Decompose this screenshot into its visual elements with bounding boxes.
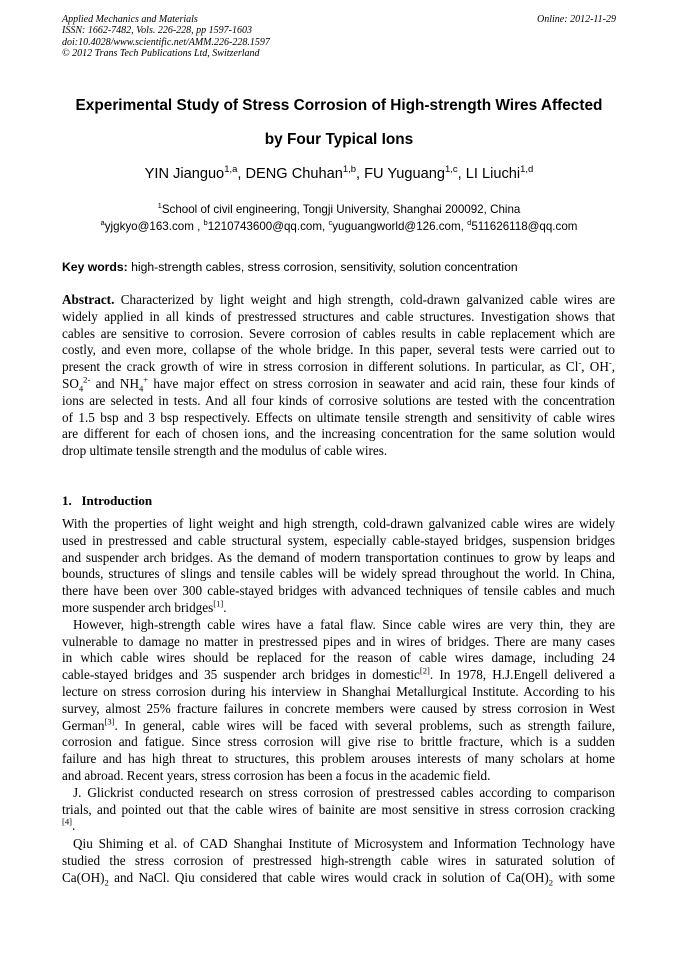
citation-ref[interactable]: [3] [104, 716, 115, 727]
body-line: J. Glickrist conducted research on stress corrosion of prestressed cables according to comparison [73, 784, 615, 800]
body-text: Ca(OH) [62, 869, 105, 885]
body-line: bounds, structures of slings and tensile cables will be widely spread throughout the world. In China, [62, 566, 615, 582]
author-affiliation-mark: 1,b [342, 164, 357, 176]
email-line [40, 218, 638, 235]
chem-subscript: 2 [548, 877, 554, 888]
author-list [40, 166, 638, 182]
affiliation-line [40, 201, 638, 218]
journal-header [62, 14, 616, 59]
body-line: vulnerable to damage no matter in prestressed pipes and in wires of bridges. There are many cases [62, 633, 615, 649]
body-line: used in prestressed and cable structural system, especially cable-stayed bridges, suspension bridges [62, 532, 615, 548]
body-line: more suspender arch bridges[1]. [62, 598, 227, 615]
abstract-text: present the crack growth of wire in stress corrosion in different solutions. In particular, as Cl [62, 359, 579, 375]
body-text: with some [553, 869, 615, 885]
body-text: German [62, 717, 105, 733]
section-heading [62, 493, 152, 509]
abstract-line: widely applied in all kinds of prestressed structures and cable structures. Investigation shows that [62, 308, 615, 324]
body-line [62, 667, 615, 684]
author-affiliation-mark: 1,c [445, 164, 458, 176]
abstract-text: , [611, 359, 615, 375]
paper-title [40, 89, 638, 157]
email-mark: c [328, 218, 333, 228]
keywords [62, 260, 618, 274]
email-separator: , [460, 220, 468, 233]
email-mark: d [467, 218, 472, 228]
title-line-2: by Four Typical Ions [264, 131, 414, 148]
ion-charge: - [608, 357, 612, 368]
body-line: and suspender arch bridges. As the demand of modern transportation continues to grow by leaps and [62, 549, 615, 565]
body-line: Qiu Shiming et al. of CAD Shanghai Institute of Microsystem and Information Technology have [73, 836, 615, 852]
abstract-line [62, 376, 615, 393]
ion-charge: + [143, 374, 149, 385]
citation-ref[interactable]: [4] [62, 816, 73, 827]
body-line [62, 718, 615, 735]
abstract-text: SO [62, 375, 79, 391]
abstract-line [62, 359, 615, 376]
email-mark: b [203, 218, 208, 228]
section-number: 1. [62, 493, 72, 508]
journal-doi[interactable]: doi:10.4028/www.scientific.net/AMM.226-228.1597 [62, 36, 270, 48]
body-line: there have been over 300 cable-stayed bridges with advanced techniques of tensile cables and much [62, 583, 615, 599]
body-line: With the properties of light weight and high strength, cold-drawn galvanized cable wires are widely [62, 516, 615, 531]
affiliation-block [40, 201, 638, 235]
title-line-1: Experimental Study of Stress Corrosion of High-strength Wires Affected [75, 97, 603, 114]
body-line: [4]. [62, 816, 76, 834]
keywords-label: Key words: [62, 260, 128, 274]
email-link[interactable]: yuguangworld@126.com [332, 220, 461, 233]
email-separator: , [193, 220, 204, 233]
body-line: However, high-strength cable wires have a fatal flaw. Since cable wires are very thin, they are [73, 616, 615, 632]
body-line: lecture on stress corrosion during his interview in Shanghai Metallurgical Institute. According to his [62, 683, 615, 699]
author-affiliation-mark: 1,d [520, 164, 534, 176]
abstract-text: , OH [581, 359, 609, 375]
email-separator: , [322, 220, 329, 233]
author-name: FU Yuguang [364, 166, 445, 182]
body-text: . In 1978, H.J.Engell delivered a [429, 667, 615, 683]
abstract-line: are different for each of chosen ions, and the increasing concentration for the same solution would [62, 426, 615, 442]
citation-ref[interactable]: [1] [213, 598, 224, 609]
body-line: trials, and pointed out that the cable wires of bainite are most sensitive in stress corrosion cracking [62, 801, 615, 817]
abstract-line: of 1.5 bsp and 3 bsp respectively. Effects on ultimate tensile strength and sensitivity of cable wires [62, 409, 615, 425]
affiliation-text: School of civil engineering, Tongji University, Shanghai 200092, China [161, 203, 521, 216]
abstract-text: and NH [90, 375, 139, 391]
author-separator: , [457, 166, 466, 182]
body-text: and NaCl. Qiu considered that cable wires would crack in solution of Ca(OH) [108, 869, 549, 885]
section-title: Introduction [81, 493, 153, 508]
body-line: studied the stress corrosion of prestressed high-strength cable wires in saturated solution of [62, 853, 615, 869]
journal-copyright: © 2012 Trans Tech Publications Ltd, Switzerland [62, 47, 260, 59]
author-separator: , [356, 166, 365, 182]
abstract-line: ions are selected in tests. And all four kinds of corrosive solutions are tested with the concentration [62, 392, 615, 408]
journal-info [62, 14, 616, 59]
author-name: YIN Jianguo [144, 166, 225, 182]
abstract-text: have major effect on stress corrosion in seawater and acid rain, these four kinds of [148, 375, 615, 391]
body-text: more suspender arch bridges [62, 599, 214, 615]
journal-name: Applied Mechanics and Materials [62, 14, 198, 25]
online-date: Online: 2012-11-29 [537, 14, 616, 25]
body-line: corrosion and fatigue. Since stress corrosion will give rise to brittle fracture, which is a sudden [62, 734, 615, 750]
email-link[interactable]: 1210743600@qq.com [207, 220, 323, 233]
abstract-line [62, 292, 615, 309]
abstract-line: costly, and even more, collapse of the whole bridge. In this paper, several tests were carried out to [62, 342, 615, 358]
author-separator: , [237, 166, 246, 182]
email-mark: a [100, 218, 105, 228]
abstract-line: drop ultimate tensile strength and the modulus of cable wires. [62, 443, 388, 459]
abstract-text: Characterized by light weight and high strength, cold-drawn galvanized cable wires are [114, 292, 615, 307]
abstract-label: Abstract. [62, 292, 115, 307]
ion-charge: 2- [83, 374, 91, 385]
body-text: cable-stayed bridges and 35 suspender arch bridges in domestic [62, 667, 420, 683]
body-line: failure and has high threat to structures, this problem arouses interests of many scholars at home [62, 751, 615, 767]
ion-charge: - [578, 357, 582, 368]
body-line: and abroad. Recent years, stress corrosion has been a focus in the academic field. [62, 767, 491, 783]
citation-ref[interactable]: [2] [419, 665, 430, 676]
affiliation-mark: 1 [157, 201, 162, 211]
journal-issn: ISSN: 1662-7482, Vols. 226-228, pp 1597-1603 [62, 25, 252, 37]
abstract-line: cables are sensitive to corrosion. Severe corrosion of cables results in cable replacement which are [62, 325, 615, 341]
author-affiliation-mark: 1,a [224, 164, 238, 176]
author-name: LI Liuchi [465, 166, 521, 182]
body-line: survey, almost 25% fracture failures in concrete members were caused by stress corrosion in West [62, 700, 615, 716]
chem-subscript: 2 [104, 877, 109, 888]
keywords-text: high-strength cables, stress corrosion, sensitivity, solution concentration [127, 260, 518, 274]
body-line [62, 870, 615, 887]
abstract [62, 292, 615, 460]
author-name: DENG Chuhan [245, 166, 343, 182]
ion-subscript: 4 [138, 383, 144, 394]
introduction-body [62, 516, 615, 887]
email-link[interactable]: 511626118@qq.com [471, 220, 578, 233]
email-link[interactable]: yjgkyo@163.com [104, 220, 194, 233]
body-text: . In general, cable wires will be faced with several problems, such as strength failure, [114, 717, 615, 733]
body-line: in which cable wires should be replaced for the reason of cable wires damage, including 24 [62, 650, 615, 666]
ion-subscript: 4 [78, 383, 84, 394]
